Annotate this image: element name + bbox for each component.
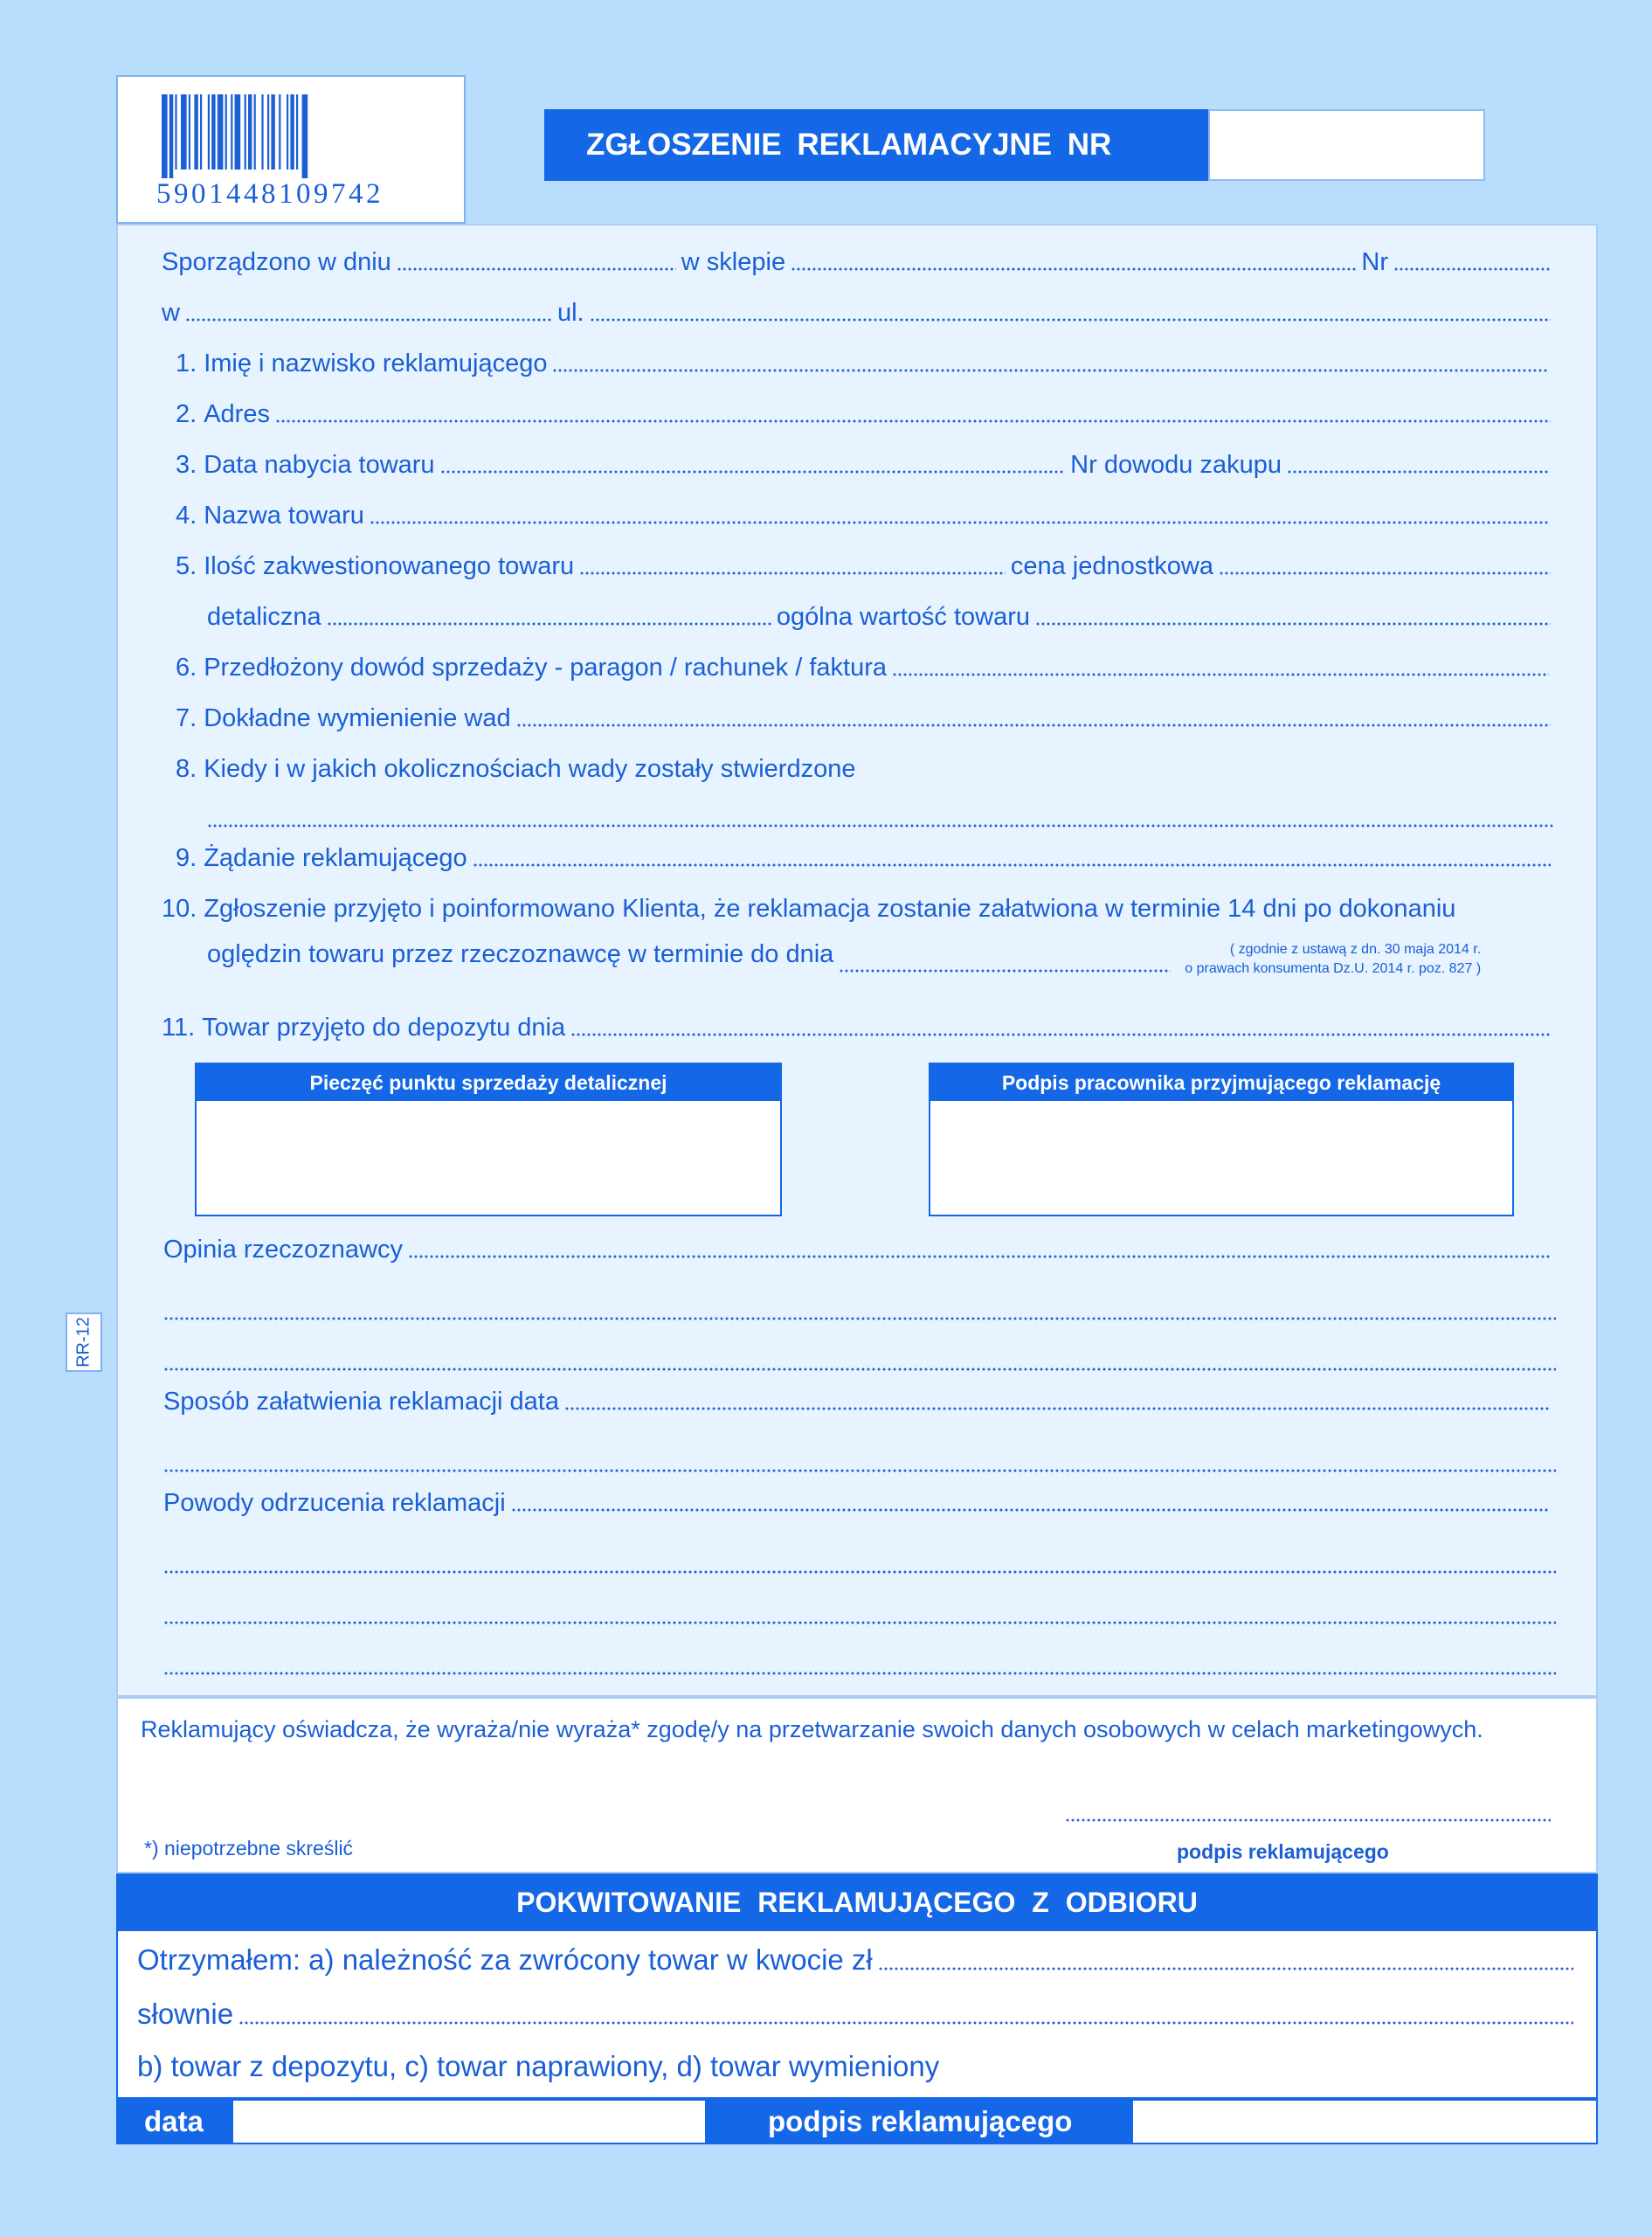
item-label: Zgłoszenie przyjęto i poinformowano Klienta, że reklamacja zostanie załatwiona w terminie 14 dni po dokonaniu	[204, 895, 1456, 923]
form-item-11	[162, 1014, 1556, 1042]
shop-stamp-label: Pieczęć punktu sprzedaży detalicznej	[197, 1064, 780, 1101]
circumstances-field[interactable]	[207, 823, 1554, 828]
rejection-row-2	[163, 1545, 1556, 1575]
barcode-digits: 5901448109742	[156, 178, 384, 210]
receipt-date-field[interactable]	[233, 2101, 705, 2143]
barcode-bar	[267, 94, 269, 170]
label-shop: w sklepie	[681, 248, 786, 276]
item-number: 4.	[176, 502, 197, 530]
consent-section	[116, 1697, 1598, 1873]
barcode-bar	[296, 94, 298, 170]
employee-signature-label: Podpis pracownika przyjmującego reklamację	[930, 1064, 1512, 1101]
item-label: Towar przyjęto do depozytu dnia	[202, 1014, 566, 1042]
form-item-2	[176, 400, 1556, 429]
form-item-8	[176, 755, 1554, 784]
purchase-date-field[interactable]	[440, 469, 1066, 474]
barcode-bar	[235, 94, 241, 170]
barcode	[116, 75, 466, 224]
address-field[interactable]	[275, 419, 1551, 424]
barcode-bar	[290, 94, 294, 170]
city-field[interactable]	[185, 317, 552, 322]
consent-signature-field[interactable]	[1065, 1818, 1551, 1826]
quantity-field[interactable]	[579, 571, 1006, 576]
expert-opinion-row-3	[163, 1342, 1556, 1372]
expert-opinion-label: Opinia rzeczoznawcy	[163, 1236, 403, 1264]
form-item-5	[176, 552, 1556, 581]
barcode-bar	[194, 94, 197, 170]
shop-number-field[interactable]	[1393, 267, 1551, 272]
barcode-bar	[225, 94, 227, 170]
item-number: 8.	[176, 755, 197, 783]
barcode-bar	[200, 94, 202, 170]
item-label: Data nabycia towaru	[204, 451, 435, 479]
employee-signature-box[interactable]	[929, 1063, 1514, 1216]
expert-opinion-field[interactable]	[408, 1254, 1551, 1259]
rejection-row-3	[163, 1596, 1556, 1625]
rejection-field-2[interactable]	[163, 1569, 1556, 1575]
receipt-bottom-bar	[116, 2099, 1598, 2144]
complaint-number-field[interactable]	[1208, 109, 1485, 181]
total-value-field[interactable]	[1035, 621, 1551, 627]
item-number: 6.	[176, 654, 197, 682]
item-label: oględzin towaru przez rzeczoznawcę w terminie do dnia	[207, 940, 834, 968]
form-item-8-cont	[207, 799, 1554, 828]
amount-words-field[interactable]	[238, 2020, 1573, 2026]
demand-field[interactable]	[473, 862, 1551, 868]
rejection-label: Powody odrzucenia reklamacji	[163, 1489, 506, 1517]
form-item-7	[176, 704, 1556, 733]
barcode-bar	[245, 94, 246, 170]
receipt-line-amount	[137, 1943, 1579, 1977]
form-code-text: RR-12	[73, 1317, 93, 1368]
receipt-line-words	[137, 1998, 1579, 2031]
item-label: Nr dowodu zakupu	[1070, 451, 1282, 479]
shop-stamp-box[interactable]	[195, 1063, 782, 1216]
item-number: 7.	[176, 704, 197, 732]
label-date: Sporządzono w dniu	[162, 248, 391, 276]
form-item-10-cont	[207, 940, 1552, 979]
item-label: Żądanie reklamującego	[204, 844, 467, 872]
item-label: cena jednostkowa	[1010, 552, 1213, 580]
form-title: ZGŁOSZENIE REKLAMACYJNE NR	[544, 109, 1208, 181]
barcode-bar	[175, 94, 176, 170]
item-number: 1.	[176, 350, 197, 377]
form-item-3	[176, 451, 1554, 480]
consent-text: Reklamujący oświadcza, że wyraża/nie wyraża* zgodę/y na przetwarzanie swoich danych osobowych w celach marketingowych.	[141, 1716, 1483, 1742]
barcode-bar	[248, 94, 252, 170]
consent-signature-label: podpis reklamującego	[1177, 1840, 1389, 1863]
shop-field[interactable]	[791, 267, 1356, 272]
expert-opinion-field-2[interactable]	[163, 1316, 1556, 1321]
form-code-tag	[66, 1312, 102, 1372]
resolution-row	[163, 1388, 1556, 1416]
item-number: 10.	[162, 895, 197, 923]
barcode-bar	[218, 94, 224, 170]
footnote: *) niepotrzebne skreślić	[144, 1837, 354, 1860]
deposit-date-field[interactable]	[570, 1032, 1551, 1037]
retail-price-field[interactable]	[327, 621, 771, 627]
form-row-date-shop	[162, 248, 1556, 277]
form-item-1	[176, 350, 1554, 378]
item-number: 5.	[176, 552, 197, 580]
name-field[interactable]	[552, 368, 1549, 373]
receipt-title: POKWITOWANIE REKLAMUJĄCEGO Z ODBIORU	[116, 1873, 1598, 1931]
barcode-bar	[208, 94, 210, 170]
legal-note	[1185, 940, 1481, 979]
barcode-bar	[254, 94, 256, 170]
item-label: ogólna wartość towaru	[776, 603, 1030, 631]
barcode-bar	[287, 94, 288, 170]
barcode-bar	[279, 94, 280, 170]
item-label: Kiedy i w jakich okolicznościach wady zostały stwierdzone	[204, 755, 856, 783]
receipt-signature-field[interactable]	[1133, 2101, 1596, 2143]
barcode-bar	[211, 94, 215, 170]
rejection-field-4[interactable]	[163, 1671, 1556, 1676]
barcode-bars	[162, 94, 424, 178]
barcode-bar	[261, 94, 263, 170]
item-number: 11.	[162, 1014, 196, 1042]
item-label: Adres	[204, 400, 270, 428]
label-street: ul.	[556, 299, 584, 327]
label-city: w	[162, 299, 180, 327]
item-label: Przedłożony dowód sprzedaży - paragon / rachunek / faktura	[204, 654, 888, 682]
item-label: Imię i nazwisko reklamującego	[204, 350, 548, 377]
item-label: Nazwa towaru	[204, 502, 364, 530]
resolution-label: Sposób załatwienia reklamacji data	[163, 1388, 559, 1416]
form-item-4	[176, 502, 1554, 530]
receipt-words-label: słownie	[137, 1998, 234, 2030]
form-item-5-cont	[207, 603, 1556, 632]
amount-field[interactable]	[878, 1966, 1573, 1971]
item-label: Ilość zakwestionowanego towaru	[204, 552, 575, 580]
form-row-city-street	[162, 299, 1556, 328]
form-item-10	[162, 895, 1559, 924]
barcode-bar	[181, 94, 187, 170]
receipt-line-options: b) towar z depozytu, c) towar naprawiony, d) towar wymieniony	[137, 2050, 940, 2082]
receipt-amount-label: Otrzymałem: a) należność za zwrócony towar w kwocie zł	[137, 1943, 873, 1976]
proof-of-sale-field[interactable]	[892, 672, 1549, 677]
expert-opinion-row	[163, 1236, 1556, 1264]
receipt-body	[116, 1931, 1598, 2099]
resolution-row-2	[163, 1444, 1556, 1473]
inspection-date-field[interactable]	[839, 968, 1171, 973]
resolution-field-2[interactable]	[163, 1468, 1556, 1473]
barcode-bar	[162, 94, 168, 178]
receipt-number-field[interactable]	[1287, 469, 1549, 474]
rejection-field[interactable]	[511, 1507, 1549, 1513]
label-number: Nr	[1361, 248, 1388, 276]
street-field[interactable]	[590, 317, 1551, 322]
date-field[interactable]	[397, 267, 676, 272]
form-item-6	[176, 654, 1554, 682]
barcode-bar	[169, 94, 173, 178]
receipt-signature-label: podpis reklamującego	[768, 2105, 1073, 2137]
item-label: detaliczna	[207, 603, 321, 631]
unit-price-field[interactable]	[1219, 571, 1551, 576]
barcode-bar	[231, 94, 232, 170]
expert-opinion-row-2	[163, 1292, 1556, 1321]
legal-note-line: ( zgodnie z ustawą z dn. 30 maja 2014 r.	[1229, 942, 1482, 957]
resolution-field[interactable]	[564, 1406, 1551, 1411]
date-label: data	[144, 2105, 204, 2137]
item-number: 3.	[176, 451, 197, 479]
legal-note-line: o prawach konsumenta Dz.U. 2014 r. poz. 827 )	[1185, 961, 1482, 976]
expert-opinion-field-3[interactable]	[163, 1367, 1556, 1372]
rejection-field-3[interactable]	[163, 1620, 1556, 1625]
rejection-row	[163, 1489, 1554, 1518]
complaint-form-panel	[116, 224, 1598, 1697]
item-number: 2.	[176, 400, 197, 428]
defects-field[interactable]	[516, 723, 1551, 728]
item-label: Dokładne wymienienie wad	[204, 704, 511, 732]
barcode-bar	[302, 94, 308, 178]
rejection-row-4	[163, 1646, 1556, 1676]
item-number: 9.	[176, 844, 197, 872]
barcode-bar	[189, 94, 190, 170]
form-item-9	[176, 844, 1556, 873]
barcode-bar	[271, 94, 274, 170]
product-name-field[interactable]	[370, 520, 1549, 525]
